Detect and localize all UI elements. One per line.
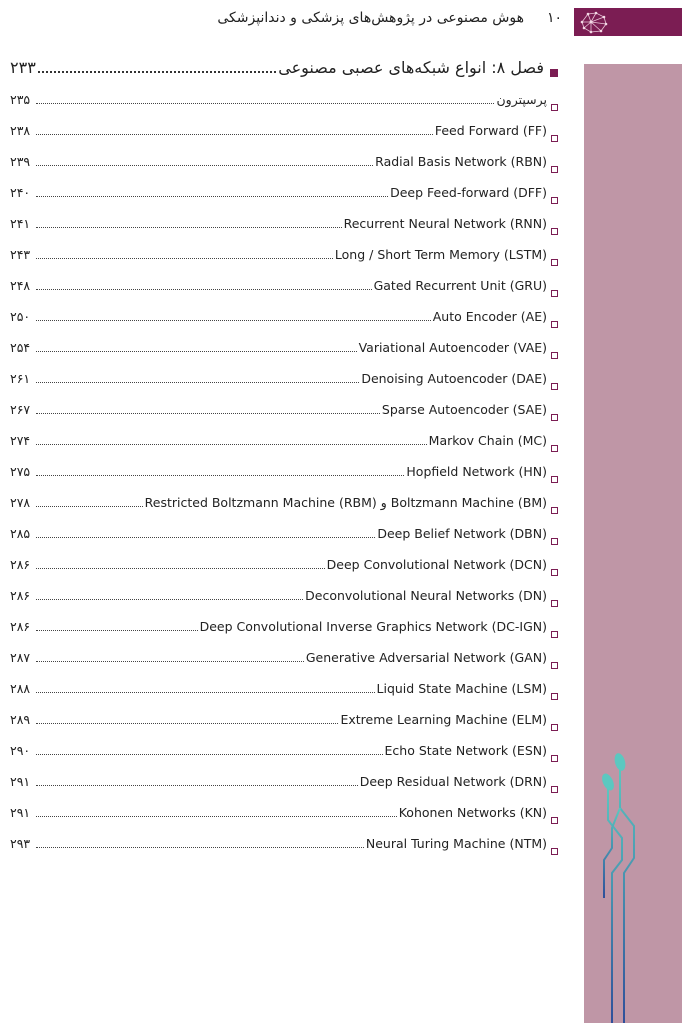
toc-entry-page-number: ۲۸۶ [10, 619, 31, 634]
chapter-page-number: ۲۳۳ [10, 58, 36, 77]
dot-leader [36, 692, 375, 693]
checkbox-bullet-icon [551, 600, 558, 607]
toc-entry-page-number: ۲۹۳ [10, 836, 31, 851]
toc-entry-page-number: ۲۵۴ [10, 340, 31, 355]
dot-leader [36, 134, 433, 135]
toc-entry-title: Deep Convolutional Inverse Graphics Network (DC-IGN) [199, 619, 547, 634]
toc-entry-title: Extreme Learning Machine (ELM) [340, 712, 547, 727]
dot-leader [36, 289, 372, 290]
toc-entry-page-number: ۲۴۸ [10, 278, 31, 293]
toc-entry-title: Hopfield Network (HN) [406, 464, 547, 479]
dot-leader [36, 630, 198, 631]
toc-entry[interactable] [10, 650, 558, 681]
checkbox-bullet-icon [551, 445, 558, 452]
dot-leader [36, 661, 304, 662]
dot-leader [36, 816, 397, 817]
toc-entry-title: Echo State Network (ESN) [384, 743, 547, 758]
checkbox-bullet-icon [551, 848, 558, 855]
toc-entry[interactable] [10, 619, 558, 650]
dot-leader [36, 847, 364, 848]
toc-entry[interactable] [10, 185, 558, 216]
toc-entry-page-number: ۲۴۰ [10, 185, 31, 200]
toc-entry[interactable] [10, 743, 558, 774]
checkbox-bullet-icon [551, 104, 558, 111]
dot-leader [36, 785, 358, 786]
checkbox-bullet-icon [551, 352, 558, 359]
toc-entry[interactable] [10, 557, 558, 588]
toc-entry[interactable] [10, 588, 558, 619]
checkbox-bullet-icon [551, 259, 558, 266]
toc-entry-page-number: ۲۵۰ [10, 309, 31, 324]
toc-entry[interactable] [10, 433, 558, 464]
toc-entry[interactable] [10, 495, 558, 526]
toc-entry-title: Deep Feed-forward (DFF) [390, 185, 547, 200]
checkbox-bullet-icon [551, 569, 558, 576]
checkbox-bullet-icon [551, 693, 558, 700]
toc-entry-title: Sparse Autoencoder (SAE) [381, 402, 547, 417]
checkbox-bullet-icon [551, 786, 558, 793]
toc-entry-page-number: ۲۸۸ [10, 681, 31, 696]
chapter-title: فصل ۸: انواع شبکه‌های عصبی مصنوعی [278, 58, 544, 77]
toc-entry-title: Generative Adversarial Network (GAN) [305, 650, 547, 665]
toc-entry[interactable] [10, 681, 558, 712]
toc-entry-page-number: ۲۸۵ [10, 526, 31, 541]
toc-entry-title: Gated Recurrent Unit (GRU) [373, 278, 547, 293]
toc-entry[interactable] [10, 340, 558, 371]
page-header [0, 0, 682, 46]
toc-entry-title: Markov Chain (MC) [428, 433, 547, 448]
toc-entry[interactable] [10, 805, 558, 836]
toc-entry-title: Deep Residual Network (DRN) [359, 774, 547, 789]
dot-leader [36, 382, 359, 383]
toc-entry[interactable] [10, 92, 558, 123]
toc-entry-page-number: ۲۷۵ [10, 464, 31, 479]
dot-leader [36, 599, 303, 600]
toc-entry[interactable] [10, 216, 558, 247]
square-bullet-icon [550, 69, 558, 77]
toc-entry-page-number: ۲۶۷ [10, 402, 31, 417]
checkbox-bullet-icon [551, 135, 558, 142]
toc-entry-page-number: ۲۷۴ [10, 433, 31, 448]
toc-entry[interactable] [10, 278, 558, 309]
checkbox-bullet-icon [551, 383, 558, 390]
dot-leader [36, 103, 494, 104]
checkbox-bullet-icon [551, 321, 558, 328]
checkbox-bullet-icon [551, 228, 558, 235]
brain-network-icon [576, 8, 610, 36]
toc-entry-title: Variational Autoencoder (VAE) [358, 340, 547, 355]
checkbox-bullet-icon [551, 166, 558, 173]
toc-entry-page-number: ۲۸۶ [10, 588, 31, 603]
checkbox-bullet-icon [551, 507, 558, 514]
dot-leader [36, 227, 342, 228]
toc-entry-title: Deep Convolutional Network (DCN) [326, 557, 547, 572]
dot-leader [36, 506, 143, 507]
toc-entry-page-number: ۲۹۰ [10, 743, 31, 758]
dot-leader [36, 568, 325, 569]
dot-leader [36, 196, 388, 197]
toc-entry-title: پرسپترون [496, 92, 547, 107]
toc-entry-title: Liquid State Machine (LSM) [376, 681, 547, 696]
checkbox-bullet-icon [551, 290, 558, 297]
dot-leader [36, 351, 357, 352]
toc-entry[interactable] [10, 836, 558, 867]
toc-entry-page-number: ۲۸۶ [10, 557, 31, 572]
toc-entry-page-number: ۲۸۷ [10, 650, 31, 665]
dot-leader [38, 71, 277, 73]
toc-entry[interactable] [10, 154, 558, 185]
checkbox-bullet-icon [551, 197, 558, 204]
checkbox-bullet-icon [551, 724, 558, 731]
toc-entry[interactable] [10, 526, 558, 557]
toc-entry[interactable] [10, 712, 558, 743]
toc-entry-title: Long / Short Term Memory (LSTM) [334, 247, 547, 262]
chapter-heading[interactable] [10, 58, 558, 88]
dot-leader [36, 413, 380, 414]
toc-entry-page-number: ۲۸۹ [10, 712, 31, 727]
checkbox-bullet-icon [551, 414, 558, 421]
toc-entry-title: Deep Belief Network (DBN) [377, 526, 547, 541]
toc-entry-title: Restricted Boltzmann Machine (RBM) و Boltzmann Machine (BM) [144, 495, 547, 510]
toc-entry-page-number: ۲۹۱ [10, 805, 31, 820]
toc-entry-page-number: ۲۹۱ [10, 774, 31, 789]
dot-leader [36, 320, 431, 321]
dot-leader [36, 475, 404, 476]
toc-entry-title: Recurrent Neural Network (RNN) [343, 216, 547, 231]
dot-leader [36, 444, 427, 445]
checkbox-bullet-icon [551, 662, 558, 669]
toc-entry[interactable] [10, 309, 558, 340]
toc-entry-page-number: ۲۶۱ [10, 371, 31, 386]
toc-entry[interactable] [10, 774, 558, 805]
toc-entry-title: Feed Forward (FF) [434, 123, 547, 138]
toc-entry-title: Denoising Autoencoder (DAE) [361, 371, 547, 386]
circuit-lines-decoration [582, 748, 652, 1023]
toc-entry[interactable] [10, 123, 558, 154]
checkbox-bullet-icon [551, 538, 558, 545]
toc-entry-title: Radial Basis Network (RBN) [375, 154, 547, 169]
toc-entry-title: Kohonen Networks (KN) [398, 805, 547, 820]
toc-entry-page-number: ۲۴۱ [10, 216, 31, 231]
checkbox-bullet-icon [551, 817, 558, 824]
checkbox-bullet-icon [551, 631, 558, 638]
toc-entry-page-number: ۲۴۳ [10, 247, 31, 262]
running-title: هوش مصنوعی در پژوهش‌های پزشکی و دندانپزشکی [217, 10, 524, 26]
dot-leader [36, 723, 338, 724]
page-number: ۱۰ [546, 10, 562, 26]
toc-entry[interactable] [10, 464, 558, 495]
toc-entry-title: Deconvolutional Neural Networks (DN) [305, 588, 547, 603]
toc-entry-page-number: ۲۳۵ [10, 92, 31, 107]
toc-entry[interactable] [10, 371, 558, 402]
checkbox-bullet-icon [551, 476, 558, 483]
checkbox-bullet-icon [551, 755, 558, 762]
toc-entry-title: Neural Turing Machine (NTM) [365, 836, 547, 851]
toc-entry-page-number: ۲۷۸ [10, 495, 31, 510]
dot-leader [36, 258, 333, 259]
toc-entry[interactable] [10, 402, 558, 433]
dot-leader [36, 165, 373, 166]
toc-entry-page-number: ۲۳۹ [10, 154, 31, 169]
toc-entry-page-number: ۲۳۸ [10, 123, 31, 138]
toc-list [10, 92, 558, 867]
dot-leader [36, 754, 383, 755]
table-of-contents [10, 58, 558, 867]
toc-entry[interactable] [10, 247, 558, 278]
dot-leader [36, 537, 375, 538]
toc-entry-title: Auto Encoder (AE) [432, 309, 547, 324]
